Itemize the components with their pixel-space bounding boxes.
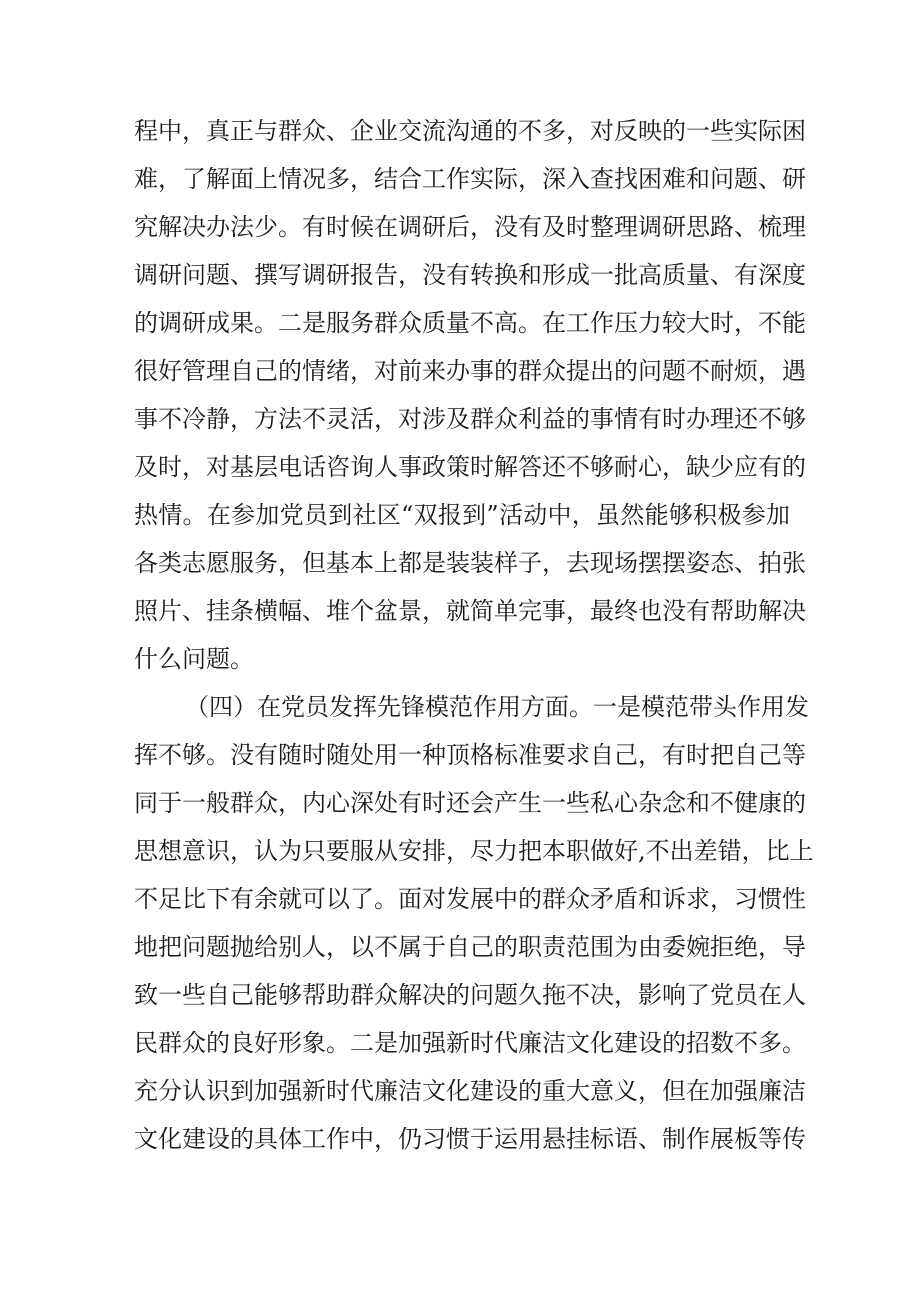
text-line: 地把问题抛给别人，以不属于自己的职责范围为由委婉拒绝，导	[134, 933, 806, 961]
text-line: 很好管理自己的情绪，对前来办事的群众提出的问题不耐烦，遇	[134, 357, 806, 385]
text-line: 难，了解面上情况多，结合工作实际，深入查找困难和问题、研	[134, 165, 806, 193]
text-line: 的调研成果。二是服务群众质量不高。在工作压力较大时，不能	[134, 309, 806, 337]
text-line: 及时，对基层电话咨询人事政策时解答还不够耐心，缺少应有的	[134, 453, 806, 481]
text-line: 照片、挂条横幅、堆个盆景，就简单完事，最终也没有帮助解决	[134, 597, 806, 625]
text-line: 文化建设的具体工作中，仍习惯于运用悬挂标语、制作展板等传	[134, 1125, 806, 1153]
text-line: 热情。在参加党员到社区“双报到”活动中，虽然能够积极参加	[134, 501, 790, 529]
text-line: 事不冷静，方法不灵活，对涉及群众利益的事情有时办理还不够	[134, 405, 806, 433]
paragraph-continued	[134, 107, 806, 683]
text-line: 充分认识到加强新时代廉洁文化建设的重大意义，但在加强廉洁	[134, 1077, 806, 1105]
section-heading-line: （四）在党员发挥先锋模范作用方面。一是模范带头作用发	[185, 693, 809, 721]
text-line: 究解决办法少。有时候在调研后，没有及时整理调研思路、梳理	[134, 213, 806, 241]
text-line: 致一些自己能够帮助群众解决的问题久拖不决，影响了党员在人	[134, 981, 806, 1009]
document-body	[134, 107, 814, 1163]
text-line: 民群众的良好形象。二是加强新时代廉洁文化建设的招数不多。	[134, 1029, 806, 1057]
text-line: 同于一般群众，内心深处有时还会产生一些私心杂念和不健康的	[134, 789, 806, 817]
text-line: 思想意识，认为只要服从安排，尽力把本职做好,不出差错，比上	[134, 837, 814, 865]
text-line: 什么问题。	[134, 645, 254, 673]
text-line: 挥不够。没有随时随处用一种顶格标准要求自己，有时把自己等	[134, 741, 806, 769]
text-line: 调研问题、撰写调研报告，没有转换和形成一批高质量、有深度	[134, 261, 806, 289]
text-line: 不足比下有余就可以了。面对发展中的群众矛盾和诉求，习惯性	[134, 885, 806, 913]
paragraph-section-four	[134, 683, 814, 1163]
text-line: 各类志愿服务，但基本上都是装装样子，去现场摆摆姿态、拍张	[134, 549, 806, 577]
text-line: 程中，真正与群众、企业交流沟通的不多，对反映的一些实际困	[134, 117, 806, 145]
